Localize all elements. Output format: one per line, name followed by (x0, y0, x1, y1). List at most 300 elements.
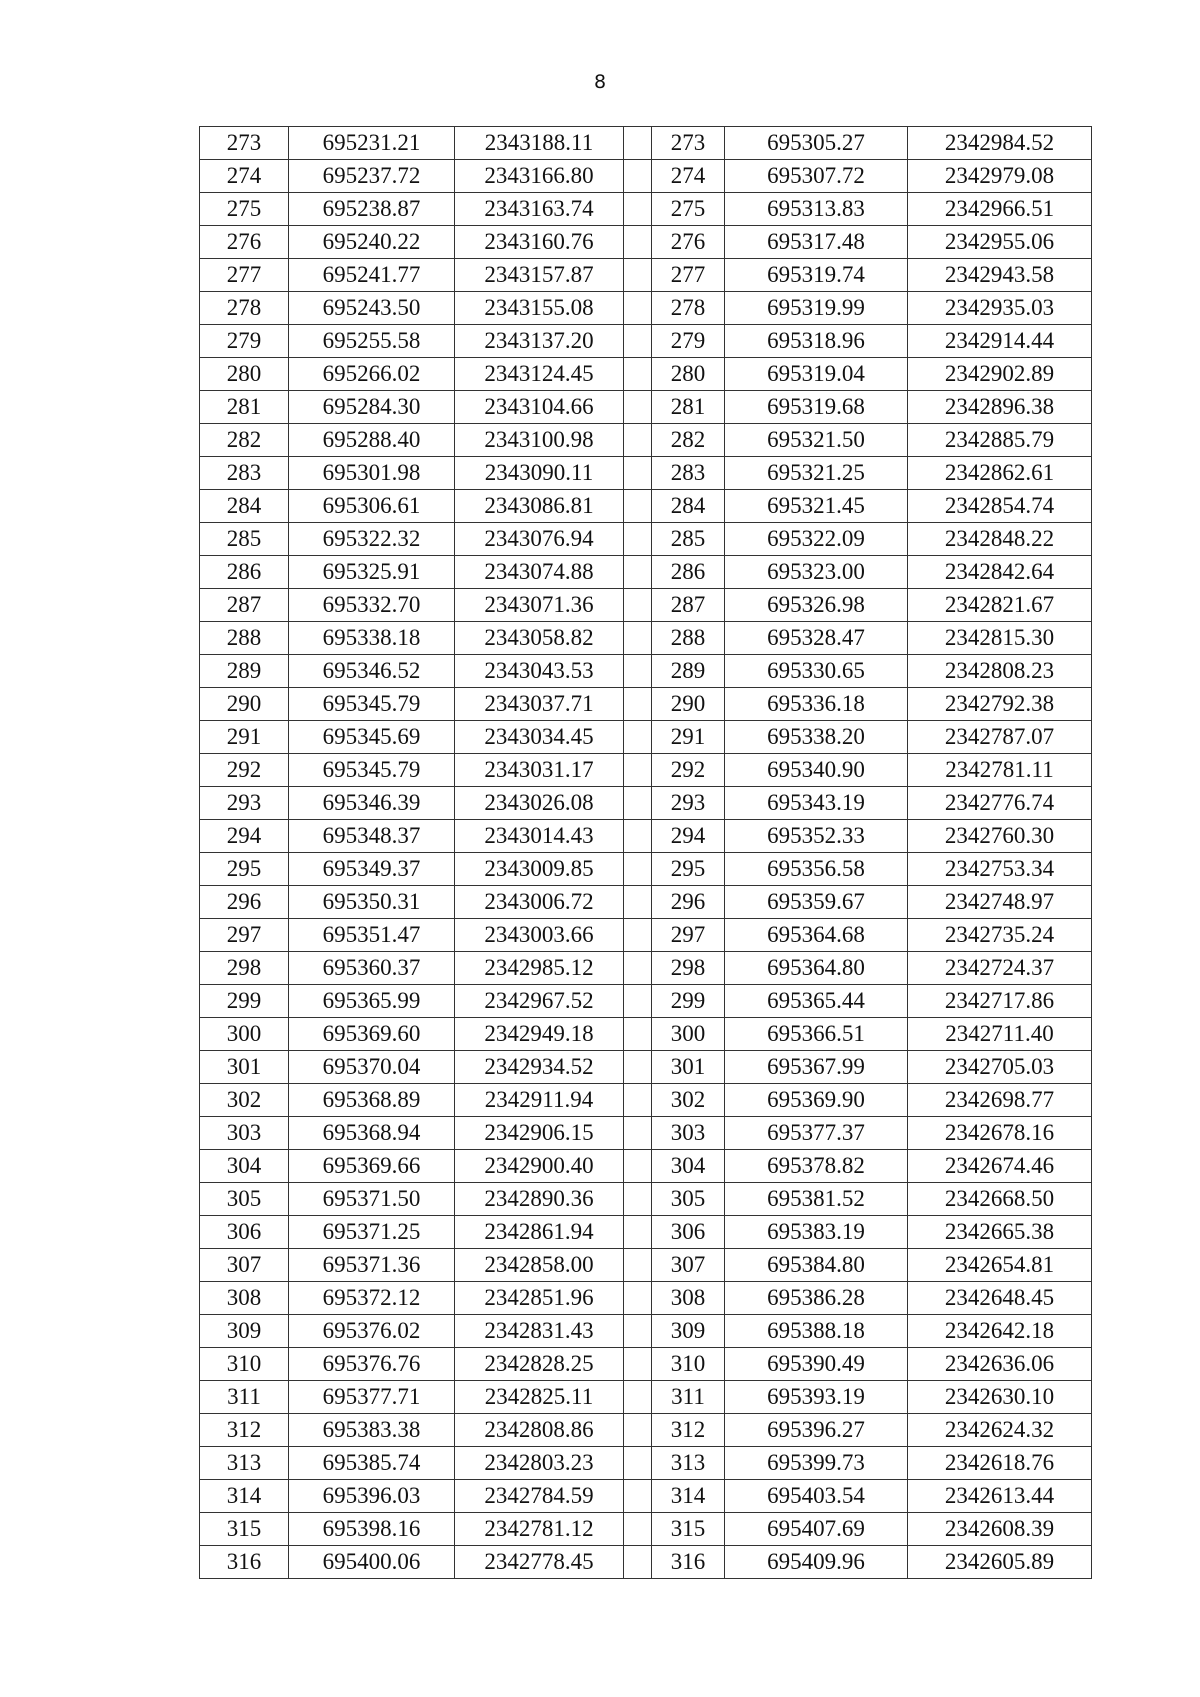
table-row (200, 655, 1092, 688)
table-row (200, 1150, 1092, 1183)
left-x-coordinate-cell: 695385.74 (289, 1447, 455, 1480)
right-x-coordinate-cell: 695367.99 (725, 1051, 908, 1084)
left-point-number-cell: 312 (200, 1414, 289, 1447)
table-row (200, 1018, 1092, 1051)
table-row (200, 523, 1092, 556)
right-x-coordinate-cell: 695321.50 (725, 424, 908, 457)
left-y-coordinate-cell: 2343155.08 (455, 292, 624, 325)
left-y-coordinate-cell: 2342858.00 (455, 1249, 624, 1282)
right-y-coordinate-cell: 2342792.38 (908, 688, 1092, 721)
column-gap-cell (624, 1282, 652, 1315)
left-x-coordinate-cell: 695371.36 (289, 1249, 455, 1282)
right-x-coordinate-cell: 695340.90 (725, 754, 908, 787)
column-gap-cell (624, 1018, 652, 1051)
left-x-coordinate-cell: 695240.22 (289, 226, 455, 259)
column-gap-cell (624, 1051, 652, 1084)
left-point-number-cell: 276 (200, 226, 289, 259)
table-row (200, 721, 1092, 754)
column-gap-cell (624, 523, 652, 556)
column-gap-cell (624, 1117, 652, 1150)
right-point-number-cell: 291 (652, 721, 725, 754)
left-point-number-cell: 277 (200, 259, 289, 292)
table-body (200, 127, 1092, 1579)
column-gap-cell (624, 292, 652, 325)
right-y-coordinate-cell: 2342717.86 (908, 985, 1092, 1018)
right-x-coordinate-cell: 695364.68 (725, 919, 908, 952)
column-gap-cell (624, 688, 652, 721)
left-x-coordinate-cell: 695345.79 (289, 688, 455, 721)
right-point-number-cell: 278 (652, 292, 725, 325)
right-point-number-cell: 284 (652, 490, 725, 523)
left-x-coordinate-cell: 695350.31 (289, 886, 455, 919)
column-gap-cell (624, 1084, 652, 1117)
right-point-number-cell: 300 (652, 1018, 725, 1051)
right-y-coordinate-cell: 2342815.30 (908, 622, 1092, 655)
right-y-coordinate-cell: 2342935.03 (908, 292, 1092, 325)
left-point-number-cell: 297 (200, 919, 289, 952)
column-gap-cell (624, 127, 652, 160)
left-x-coordinate-cell: 695338.18 (289, 622, 455, 655)
table-row (200, 457, 1092, 490)
left-x-coordinate-cell: 695368.94 (289, 1117, 455, 1150)
column-gap-cell (624, 193, 652, 226)
left-y-coordinate-cell: 2343058.82 (455, 622, 624, 655)
left-y-coordinate-cell: 2343137.20 (455, 325, 624, 358)
right-x-coordinate-cell: 695356.58 (725, 853, 908, 886)
column-gap-cell (624, 1216, 652, 1249)
left-x-coordinate-cell: 695372.12 (289, 1282, 455, 1315)
left-x-coordinate-cell: 695369.66 (289, 1150, 455, 1183)
left-y-coordinate-cell: 2343086.81 (455, 490, 624, 523)
left-point-number-cell: 293 (200, 787, 289, 820)
left-y-coordinate-cell: 2342781.12 (455, 1513, 624, 1546)
right-x-coordinate-cell: 695322.09 (725, 523, 908, 556)
left-x-coordinate-cell: 695398.16 (289, 1513, 455, 1546)
column-gap-cell (624, 424, 652, 457)
right-point-number-cell: 301 (652, 1051, 725, 1084)
left-point-number-cell: 313 (200, 1447, 289, 1480)
right-x-coordinate-cell: 695396.27 (725, 1414, 908, 1447)
left-x-coordinate-cell: 695376.76 (289, 1348, 455, 1381)
right-x-coordinate-cell: 695352.33 (725, 820, 908, 853)
right-y-coordinate-cell: 2342618.76 (908, 1447, 1092, 1480)
right-y-coordinate-cell: 2342955.06 (908, 226, 1092, 259)
right-x-coordinate-cell: 695323.00 (725, 556, 908, 589)
right-point-number-cell: 294 (652, 820, 725, 853)
left-x-coordinate-cell: 695288.40 (289, 424, 455, 457)
right-point-number-cell: 293 (652, 787, 725, 820)
right-x-coordinate-cell: 695364.80 (725, 952, 908, 985)
right-point-number-cell: 286 (652, 556, 725, 589)
left-x-coordinate-cell: 695371.50 (289, 1183, 455, 1216)
table-row (200, 688, 1092, 721)
left-point-number-cell: 274 (200, 160, 289, 193)
column-gap-cell (624, 1315, 652, 1348)
left-point-number-cell: 291 (200, 721, 289, 754)
left-point-number-cell: 298 (200, 952, 289, 985)
left-y-coordinate-cell: 2342784.59 (455, 1480, 624, 1513)
column-gap-cell (624, 787, 652, 820)
right-x-coordinate-cell: 695378.82 (725, 1150, 908, 1183)
column-gap-cell (624, 1249, 652, 1282)
table-row (200, 1051, 1092, 1084)
left-y-coordinate-cell: 2343104.66 (455, 391, 624, 424)
column-gap-cell (624, 655, 652, 688)
column-gap-cell (624, 820, 652, 853)
left-y-coordinate-cell: 2343009.85 (455, 853, 624, 886)
column-gap-cell (624, 325, 652, 358)
column-gap-cell (624, 1183, 652, 1216)
right-y-coordinate-cell: 2342943.58 (908, 259, 1092, 292)
right-x-coordinate-cell: 695383.19 (725, 1216, 908, 1249)
left-y-coordinate-cell: 2343014.43 (455, 820, 624, 853)
left-point-number-cell: 275 (200, 193, 289, 226)
right-y-coordinate-cell: 2342914.44 (908, 325, 1092, 358)
right-x-coordinate-cell: 695321.45 (725, 490, 908, 523)
right-y-coordinate-cell: 2342753.34 (908, 853, 1092, 886)
column-gap-cell (624, 721, 652, 754)
table-row (200, 1546, 1092, 1579)
left-x-coordinate-cell: 695377.71 (289, 1381, 455, 1414)
left-x-coordinate-cell: 695266.02 (289, 358, 455, 391)
table-row (200, 193, 1092, 226)
left-point-number-cell: 303 (200, 1117, 289, 1150)
table-row (200, 886, 1092, 919)
right-x-coordinate-cell: 695319.68 (725, 391, 908, 424)
right-point-number-cell: 316 (652, 1546, 725, 1579)
right-x-coordinate-cell: 695366.51 (725, 1018, 908, 1051)
table-row (200, 424, 1092, 457)
right-y-coordinate-cell: 2342698.77 (908, 1084, 1092, 1117)
right-y-coordinate-cell: 2342842.64 (908, 556, 1092, 589)
right-point-number-cell: 310 (652, 1348, 725, 1381)
table-row (200, 985, 1092, 1018)
left-point-number-cell: 300 (200, 1018, 289, 1051)
left-point-number-cell: 301 (200, 1051, 289, 1084)
right-point-number-cell: 309 (652, 1315, 725, 1348)
table-row (200, 1348, 1092, 1381)
right-x-coordinate-cell: 695343.19 (725, 787, 908, 820)
right-y-coordinate-cell: 2342630.10 (908, 1381, 1092, 1414)
right-x-coordinate-cell: 695386.28 (725, 1282, 908, 1315)
right-y-coordinate-cell: 2342896.38 (908, 391, 1092, 424)
left-point-number-cell: 273 (200, 127, 289, 160)
column-gap-cell (624, 919, 652, 952)
right-y-coordinate-cell: 2342984.52 (908, 127, 1092, 160)
column-gap-cell (624, 853, 652, 886)
table-row (200, 292, 1092, 325)
column-gap-cell (624, 358, 652, 391)
right-point-number-cell: 302 (652, 1084, 725, 1117)
right-point-number-cell: 281 (652, 391, 725, 424)
left-point-number-cell: 294 (200, 820, 289, 853)
right-point-number-cell: 295 (652, 853, 725, 886)
left-x-coordinate-cell: 695400.06 (289, 1546, 455, 1579)
column-gap-cell (624, 391, 652, 424)
right-y-coordinate-cell: 2342678.16 (908, 1117, 1092, 1150)
left-point-number-cell: 310 (200, 1348, 289, 1381)
left-y-coordinate-cell: 2342831.43 (455, 1315, 624, 1348)
right-y-coordinate-cell: 2342966.51 (908, 193, 1092, 226)
right-point-number-cell: 280 (652, 358, 725, 391)
table-row (200, 1513, 1092, 1546)
right-point-number-cell: 290 (652, 688, 725, 721)
right-x-coordinate-cell: 695319.74 (725, 259, 908, 292)
left-y-coordinate-cell: 2342985.12 (455, 952, 624, 985)
left-point-number-cell: 314 (200, 1480, 289, 1513)
right-x-coordinate-cell: 695319.99 (725, 292, 908, 325)
column-gap-cell (624, 754, 652, 787)
left-point-number-cell: 288 (200, 622, 289, 655)
right-point-number-cell: 303 (652, 1117, 725, 1150)
left-point-number-cell: 302 (200, 1084, 289, 1117)
table-row (200, 1447, 1092, 1480)
right-point-number-cell: 274 (652, 160, 725, 193)
right-y-coordinate-cell: 2342724.37 (908, 952, 1092, 985)
left-y-coordinate-cell: 2342911.94 (455, 1084, 624, 1117)
left-y-coordinate-cell: 2342949.18 (455, 1018, 624, 1051)
left-point-number-cell: 283 (200, 457, 289, 490)
left-y-coordinate-cell: 2343037.71 (455, 688, 624, 721)
left-y-coordinate-cell: 2342890.36 (455, 1183, 624, 1216)
page-number: 8 (593, 71, 607, 93)
left-y-coordinate-cell: 2342900.40 (455, 1150, 624, 1183)
left-point-number-cell: 304 (200, 1150, 289, 1183)
left-point-number-cell: 290 (200, 688, 289, 721)
left-y-coordinate-cell: 2343043.53 (455, 655, 624, 688)
table-row (200, 787, 1092, 820)
left-point-number-cell: 305 (200, 1183, 289, 1216)
column-gap-cell (624, 1546, 652, 1579)
right-x-coordinate-cell: 695390.49 (725, 1348, 908, 1381)
left-y-coordinate-cell: 2343160.76 (455, 226, 624, 259)
column-gap-cell (624, 589, 652, 622)
table-row (200, 1183, 1092, 1216)
right-x-coordinate-cell: 695403.54 (725, 1480, 908, 1513)
left-y-coordinate-cell: 2342906.15 (455, 1117, 624, 1150)
table-row (200, 820, 1092, 853)
column-gap-cell (624, 457, 652, 490)
coordinate-table (199, 126, 1092, 1579)
left-x-coordinate-cell: 695365.99 (289, 985, 455, 1018)
right-point-number-cell: 292 (652, 754, 725, 787)
right-x-coordinate-cell: 695319.04 (725, 358, 908, 391)
right-point-number-cell: 288 (652, 622, 725, 655)
left-x-coordinate-cell: 695368.89 (289, 1084, 455, 1117)
left-point-number-cell: 285 (200, 523, 289, 556)
left-y-coordinate-cell: 2343074.88 (455, 556, 624, 589)
left-point-number-cell: 289 (200, 655, 289, 688)
left-point-number-cell: 292 (200, 754, 289, 787)
right-x-coordinate-cell: 695365.44 (725, 985, 908, 1018)
right-point-number-cell: 285 (652, 523, 725, 556)
left-x-coordinate-cell: 695243.50 (289, 292, 455, 325)
column-gap-cell (624, 1150, 652, 1183)
table-row (200, 358, 1092, 391)
left-y-coordinate-cell: 2343124.45 (455, 358, 624, 391)
left-y-coordinate-cell: 2343034.45 (455, 721, 624, 754)
left-x-coordinate-cell: 695370.04 (289, 1051, 455, 1084)
right-point-number-cell: 299 (652, 985, 725, 1018)
right-x-coordinate-cell: 695359.67 (725, 886, 908, 919)
right-x-coordinate-cell: 695381.52 (725, 1183, 908, 1216)
right-x-coordinate-cell: 695336.18 (725, 688, 908, 721)
left-point-number-cell: 286 (200, 556, 289, 589)
column-gap-cell (624, 160, 652, 193)
table-row (200, 1381, 1092, 1414)
left-point-number-cell: 309 (200, 1315, 289, 1348)
left-x-coordinate-cell: 695376.02 (289, 1315, 455, 1348)
right-y-coordinate-cell: 2342605.89 (908, 1546, 1092, 1579)
right-y-coordinate-cell: 2342979.08 (908, 160, 1092, 193)
left-point-number-cell: 299 (200, 985, 289, 1018)
right-point-number-cell: 276 (652, 226, 725, 259)
left-x-coordinate-cell: 695345.79 (289, 754, 455, 787)
right-y-coordinate-cell: 2342808.23 (908, 655, 1092, 688)
right-x-coordinate-cell: 695321.25 (725, 457, 908, 490)
right-point-number-cell: 273 (652, 127, 725, 160)
left-x-coordinate-cell: 695369.60 (289, 1018, 455, 1051)
right-y-coordinate-cell: 2342665.38 (908, 1216, 1092, 1249)
table-row (200, 1216, 1092, 1249)
right-point-number-cell: 279 (652, 325, 725, 358)
column-gap-cell (624, 952, 652, 985)
right-point-number-cell: 277 (652, 259, 725, 292)
right-x-coordinate-cell: 695399.73 (725, 1447, 908, 1480)
table-row (200, 952, 1092, 985)
left-y-coordinate-cell: 2342803.23 (455, 1447, 624, 1480)
column-gap-cell (624, 886, 652, 919)
right-x-coordinate-cell: 695313.83 (725, 193, 908, 226)
right-point-number-cell: 312 (652, 1414, 725, 1447)
left-point-number-cell: 284 (200, 490, 289, 523)
table-row (200, 556, 1092, 589)
right-point-number-cell: 297 (652, 919, 725, 952)
right-point-number-cell: 287 (652, 589, 725, 622)
right-y-coordinate-cell: 2342674.46 (908, 1150, 1092, 1183)
right-x-coordinate-cell: 695409.96 (725, 1546, 908, 1579)
right-y-coordinate-cell: 2342648.45 (908, 1282, 1092, 1315)
right-point-number-cell: 315 (652, 1513, 725, 1546)
right-y-coordinate-cell: 2342636.06 (908, 1348, 1092, 1381)
column-gap-cell (624, 490, 652, 523)
left-x-coordinate-cell: 695306.61 (289, 490, 455, 523)
left-point-number-cell: 306 (200, 1216, 289, 1249)
right-y-coordinate-cell: 2342711.40 (908, 1018, 1092, 1051)
left-y-coordinate-cell: 2342825.11 (455, 1381, 624, 1414)
left-x-coordinate-cell: 695332.70 (289, 589, 455, 622)
left-x-coordinate-cell: 695396.03 (289, 1480, 455, 1513)
column-gap-cell (624, 1381, 652, 1414)
table-row (200, 1414, 1092, 1447)
column-gap-cell (624, 1513, 652, 1546)
left-y-coordinate-cell: 2343163.74 (455, 193, 624, 226)
left-point-number-cell: 282 (200, 424, 289, 457)
right-point-number-cell: 308 (652, 1282, 725, 1315)
right-y-coordinate-cell: 2342613.44 (908, 1480, 1092, 1513)
right-x-coordinate-cell: 695317.48 (725, 226, 908, 259)
left-x-coordinate-cell: 695325.91 (289, 556, 455, 589)
right-point-number-cell: 305 (652, 1183, 725, 1216)
right-y-coordinate-cell: 2342854.74 (908, 490, 1092, 523)
right-y-coordinate-cell: 2342668.50 (908, 1183, 1092, 1216)
left-y-coordinate-cell: 2342851.96 (455, 1282, 624, 1315)
right-x-coordinate-cell: 695328.47 (725, 622, 908, 655)
column-gap-cell (624, 556, 652, 589)
left-x-coordinate-cell: 695238.87 (289, 193, 455, 226)
left-x-coordinate-cell: 695345.69 (289, 721, 455, 754)
right-y-coordinate-cell: 2342787.07 (908, 721, 1092, 754)
right-y-coordinate-cell: 2342821.67 (908, 589, 1092, 622)
left-point-number-cell: 307 (200, 1249, 289, 1282)
right-x-coordinate-cell: 695388.18 (725, 1315, 908, 1348)
right-x-coordinate-cell: 695330.65 (725, 655, 908, 688)
left-y-coordinate-cell: 2342967.52 (455, 985, 624, 1018)
left-x-coordinate-cell: 695255.58 (289, 325, 455, 358)
left-point-number-cell: 280 (200, 358, 289, 391)
table-row (200, 589, 1092, 622)
right-y-coordinate-cell: 2342705.03 (908, 1051, 1092, 1084)
left-point-number-cell: 281 (200, 391, 289, 424)
right-point-number-cell: 306 (652, 1216, 725, 1249)
left-x-coordinate-cell: 695301.98 (289, 457, 455, 490)
right-x-coordinate-cell: 695407.69 (725, 1513, 908, 1546)
left-point-number-cell: 308 (200, 1282, 289, 1315)
right-point-number-cell: 313 (652, 1447, 725, 1480)
left-y-coordinate-cell: 2342861.94 (455, 1216, 624, 1249)
right-y-coordinate-cell: 2342642.18 (908, 1315, 1092, 1348)
right-point-number-cell: 275 (652, 193, 725, 226)
table-row (200, 160, 1092, 193)
left-x-coordinate-cell: 695360.37 (289, 952, 455, 985)
right-x-coordinate-cell: 695307.72 (725, 160, 908, 193)
left-y-coordinate-cell: 2343076.94 (455, 523, 624, 556)
right-y-coordinate-cell: 2342654.81 (908, 1249, 1092, 1282)
right-point-number-cell: 282 (652, 424, 725, 457)
left-y-coordinate-cell: 2343031.17 (455, 754, 624, 787)
left-x-coordinate-cell: 695231.21 (289, 127, 455, 160)
left-x-coordinate-cell: 695346.39 (289, 787, 455, 820)
right-y-coordinate-cell: 2342902.89 (908, 358, 1092, 391)
left-x-coordinate-cell: 695383.38 (289, 1414, 455, 1447)
left-y-coordinate-cell: 2343100.98 (455, 424, 624, 457)
table-row (200, 853, 1092, 886)
right-x-coordinate-cell: 695318.96 (725, 325, 908, 358)
column-gap-cell (624, 1447, 652, 1480)
table-row (200, 622, 1092, 655)
left-y-coordinate-cell: 2343026.08 (455, 787, 624, 820)
right-point-number-cell: 307 (652, 1249, 725, 1282)
left-x-coordinate-cell: 695237.72 (289, 160, 455, 193)
column-gap-cell (624, 985, 652, 1018)
left-y-coordinate-cell: 2343006.72 (455, 886, 624, 919)
left-y-coordinate-cell: 2343166.80 (455, 160, 624, 193)
left-point-number-cell: 279 (200, 325, 289, 358)
right-x-coordinate-cell: 695305.27 (725, 127, 908, 160)
table-row (200, 391, 1092, 424)
left-x-coordinate-cell: 695241.77 (289, 259, 455, 292)
column-gap-cell (624, 1480, 652, 1513)
column-gap-cell (624, 226, 652, 259)
left-y-coordinate-cell: 2342934.52 (455, 1051, 624, 1084)
right-x-coordinate-cell: 695384.80 (725, 1249, 908, 1282)
right-y-coordinate-cell: 2342885.79 (908, 424, 1092, 457)
left-point-number-cell: 316 (200, 1546, 289, 1579)
left-y-coordinate-cell: 2342828.25 (455, 1348, 624, 1381)
table-row (200, 127, 1092, 160)
right-y-coordinate-cell: 2342760.30 (908, 820, 1092, 853)
right-point-number-cell: 289 (652, 655, 725, 688)
